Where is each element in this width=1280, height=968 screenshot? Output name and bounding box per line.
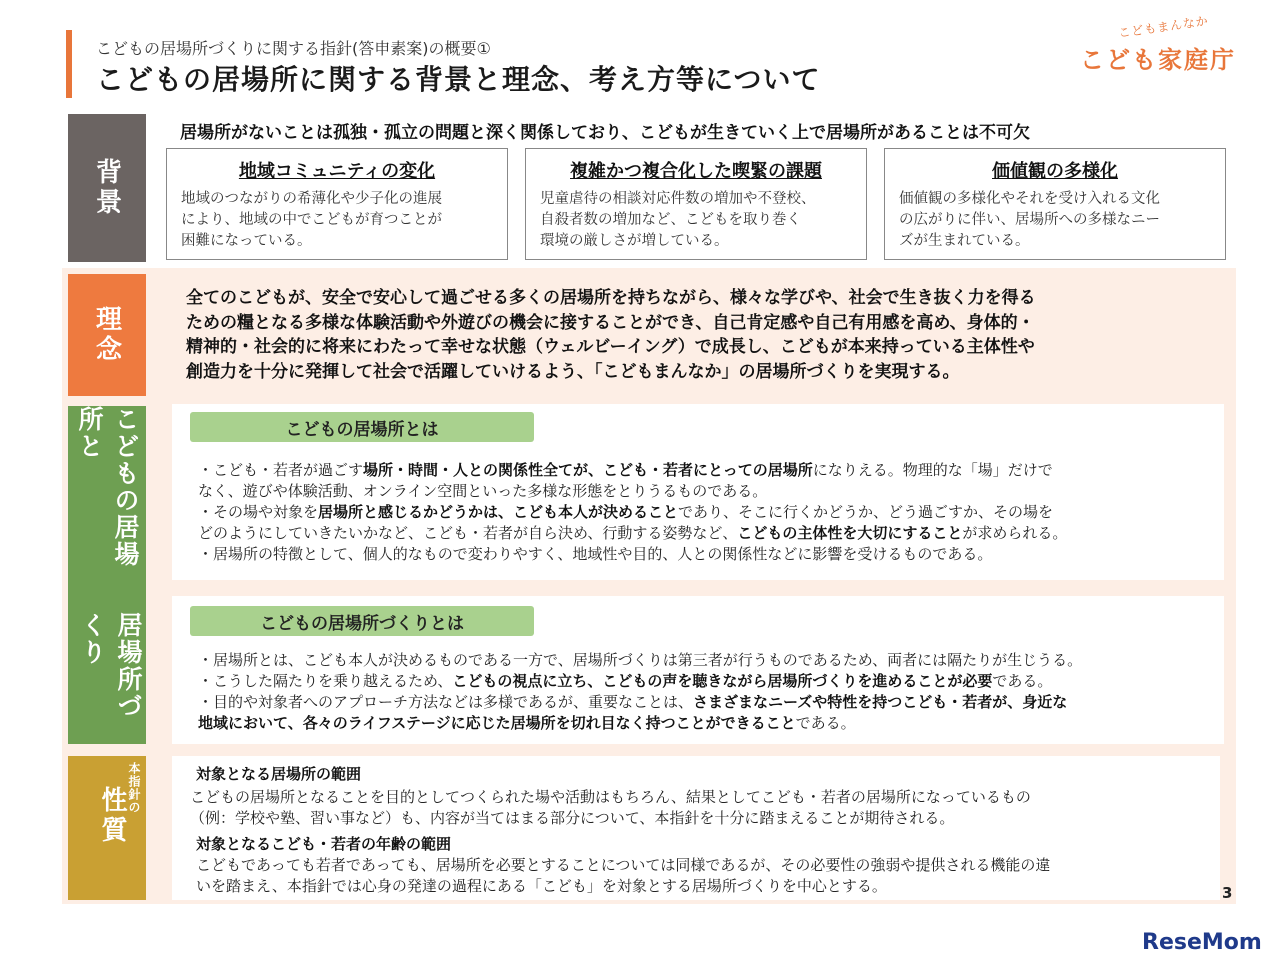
background-box-values bbox=[884, 148, 1226, 260]
background-box-title: 価値観の多様化 bbox=[992, 161, 1118, 182]
logo-tagline: こどもまんなか bbox=[1117, 13, 1210, 41]
title-accent-bar bbox=[66, 30, 72, 98]
place-bullet-line: ・その場や対象を居場所と感じるかどうかは、こども本人が決めることであり、そこに行くかどうか、どう過ごすか、その場を bbox=[198, 503, 1054, 521]
agency-logo: こども家庭庁 bbox=[1080, 46, 1236, 74]
place-definition-bullets bbox=[198, 460, 1218, 565]
scope-line: こどもの居場所となることを目的としてつくられた場や活動はもちろん、結果としてこども・若者の居場所になっているもの bbox=[190, 788, 1031, 806]
place-bullet-line: なく、遊びや体験活動、オンライン空間といった多様な形態をとりうるものである。 bbox=[198, 482, 768, 500]
nature-section-label: 性質 bbox=[97, 786, 127, 846]
making-bullet-line: ・こうした隔たりを乗り越えるため、こどもの視点に立ち、こどもの声を聴きながら居場所づくりを進めることが必要である。 bbox=[198, 672, 1053, 690]
age-line: いを踏まえ、本指針では心身の発達の過程にある「こども」を対象とする居場所づくりを中心とする。 bbox=[196, 877, 887, 895]
page-title: こどもの居場所に関する背景と理念、考え方等について bbox=[96, 63, 821, 96]
philosophy-line: 全てのこどもが、安全で安心して過ごせる多くの居場所を持ちながら、様々な学びや、社会で生き抜く力を得る bbox=[186, 288, 1036, 308]
making-bullet-line: ・目的や対象者へのアプローチ方法などは多様であるが、重要なことは、さまざまなニーズや特性を持つこども・若者が、身近な bbox=[198, 693, 1068, 711]
age-range-text bbox=[196, 855, 1220, 897]
philosophy-section-label: 理念 bbox=[68, 274, 146, 396]
place-definition-tag: こどもの居場所とは bbox=[190, 412, 534, 442]
background-box-line: により、地域の中でこどもが育つことが bbox=[181, 212, 442, 228]
age-line: こどもであっても若者であっても、居場所を必要とすることについては同様であるが、その必要性の強弱や提供される機能の違 bbox=[196, 856, 1051, 874]
background-box-line: 児童虐待の相談対応件数の増加や不登校、 bbox=[540, 191, 816, 207]
nature-section-small-label: 本指針の bbox=[127, 762, 141, 814]
making-places-label-col1: こどもの居場所と bbox=[75, 406, 140, 568]
background-box-line: の広がりに伴い、居場所への多様なニー bbox=[899, 212, 1160, 228]
making-places-label-col2: 居場所づくり bbox=[78, 612, 143, 720]
watermark-logo: ReseMom bbox=[1142, 930, 1262, 955]
making-places-section-label bbox=[68, 406, 146, 744]
place-bullet-line: ・こども・若者が過ごす場所・時間・人との関係性全てが、こども・若者にとっての居場所になりえる。物理的な「場」だけで bbox=[198, 461, 1053, 479]
background-box-line: 価値観の多様化やそれを受け入れる文化 bbox=[899, 191, 1160, 207]
making-definition-bullets bbox=[198, 650, 1222, 734]
page-number: 3 bbox=[1222, 884, 1233, 902]
background-box-line: ズが生まれている。 bbox=[899, 233, 1030, 249]
making-definition-tag: こどもの居場所づくりとは bbox=[190, 606, 534, 636]
background-box-line: 困難になっている。 bbox=[181, 233, 312, 249]
making-bullet-line: ・居場所とは、こども本人が決めるものである一方で、居場所づくりは第三者が行うものであるため、両者には隔たりが生じうる。 bbox=[198, 651, 1083, 669]
philosophy-line: 創造力を十分に発揮して社会で活躍していけるよう、「こどもまんなか」の居場所づくりを実現する。 bbox=[186, 361, 960, 382]
background-box-line: 地域のつながりの希薄化や少子化の進展 bbox=[181, 191, 442, 207]
place-bullet-line: どのようにしていきたいかなど、こども・若者が自ら決め、行動する姿勢など、こどもの主体性を大切にすることが求められる。 bbox=[198, 524, 1068, 542]
background-box-line: 環境の厳しさが増している。 bbox=[540, 233, 729, 249]
page-subtitle: こどもの居場所づくりに関する指針(答申素案)の概要① bbox=[96, 39, 491, 58]
background-box-urgent-issues bbox=[525, 148, 867, 260]
scope-heading: 対象となる居場所の範囲 bbox=[196, 765, 362, 783]
background-box-line: 自殺者数の増加など、こどもを取り巻く bbox=[540, 212, 801, 228]
background-box-community bbox=[166, 148, 508, 260]
background-headline: 居場所がないことは孤独・孤立の問題と深く関係しており、こどもが生きていく上で居場所があることは不可欠 bbox=[180, 123, 1030, 143]
scope-line: （例：学校や塾、習い事など）も、内容が当てはまる部分について、本指針を十分に踏まえることが期待される。 bbox=[190, 809, 955, 827]
background-box-title: 複雑かつ複合化した喫緊の課題 bbox=[570, 161, 822, 182]
age-range-heading: 対象となるこども・若者の年齢の範囲 bbox=[196, 835, 452, 853]
philosophy-line: ための糧となる多様な体験活動や外遊びの機会に接することができ、自己肯定感や自己有用感を高め、身体的・ bbox=[186, 312, 1035, 333]
background-section-label: 背景 bbox=[68, 114, 146, 262]
scope-text bbox=[190, 787, 1220, 829]
making-bullet-line: 地域において、各々のライフステージに応じた居場所を切れ目なく持つことができることである。 bbox=[198, 714, 856, 732]
background-box-title: 地域コミュニティの変化 bbox=[238, 161, 436, 182]
philosophy-line: 精神的・社会的に将来にわたって幸せな状態（ウェルビーイング）で成長し、こどもが本来持っている主体性や bbox=[186, 337, 1035, 357]
philosophy-text bbox=[186, 286, 1226, 384]
place-bullet-line: ・居場所の特徴として、個人的なもので変わりやすく、地域性や目的、人との関係性などに影響を受けるものである。 bbox=[198, 545, 993, 563]
